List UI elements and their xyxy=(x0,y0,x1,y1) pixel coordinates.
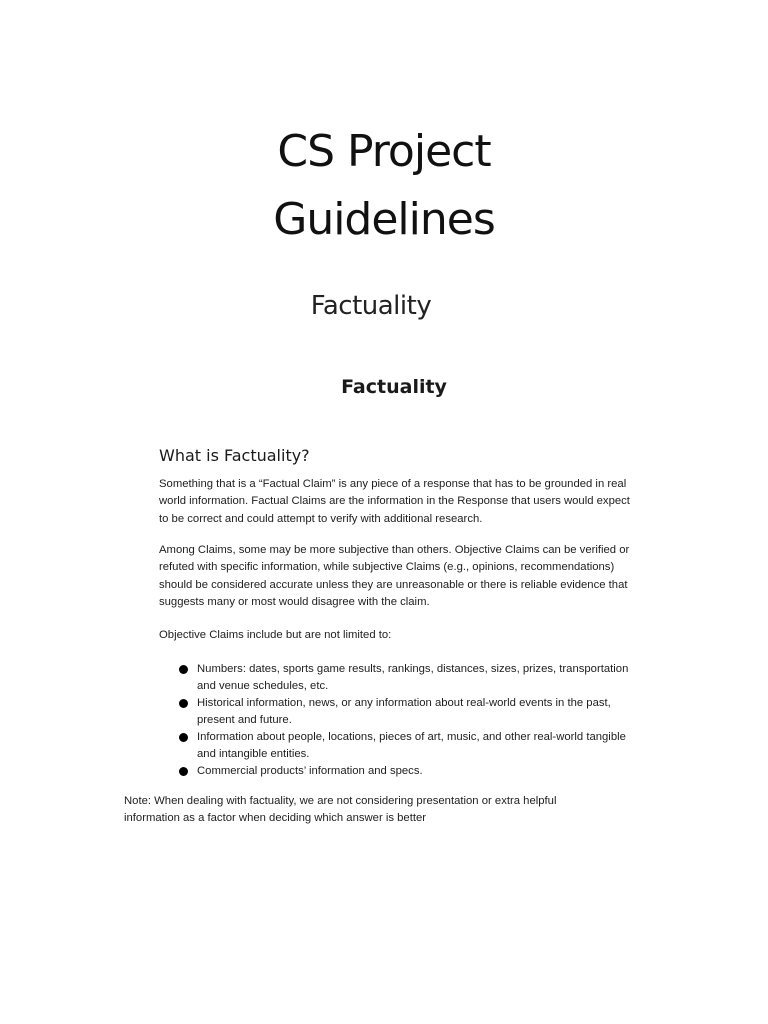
bullet-icon xyxy=(179,767,188,776)
sub-heading: What is Factuality? xyxy=(159,446,310,465)
section-heading: Factuality xyxy=(341,376,447,398)
bullet-icon xyxy=(179,733,188,742)
list-item-text: Commercial products’ information and specs. xyxy=(197,765,423,777)
objective-claims-list xyxy=(178,661,638,780)
list-item xyxy=(178,763,638,780)
list-item xyxy=(178,661,638,695)
list-item xyxy=(178,695,638,729)
bullet-icon xyxy=(179,665,188,674)
document-title-line-1: CS Project xyxy=(277,126,491,177)
document-title xyxy=(0,118,768,254)
list-item-text: Historical information, news, or any information about real-world events in the past, present and future. xyxy=(197,697,611,726)
document-title-line-2: Guidelines xyxy=(273,194,495,245)
factuality-note: Note: When dealing with factuality, we are not considering presentation or extra helpful information as a factor when deciding which answer is better xyxy=(124,795,557,825)
document-subtitle: Factuality xyxy=(310,291,432,321)
list-item xyxy=(178,729,638,763)
bullet-icon xyxy=(179,699,188,708)
paragraph-factual-claim: Something that is a “Factual Claim” is any piece of a response that has to be grounded in real world information. Factual Claims are the information in the Response that users would expect to be correct and could attempt to verify with additional research. xyxy=(159,478,630,525)
list-item-text: Numbers: dates, sports game results, rankings, distances, sizes, prizes, transportation and venue schedules, etc. xyxy=(197,663,629,692)
paragraph-objective-intro: Objective Claims include but are not limited to: xyxy=(159,629,392,641)
paragraph-subjective-claims: Among Claims, some may be more subjective than others. Objective Claims can be verified or refuted with specific information, while subjective Claims (e.g., opinions, recommendations) should be considered accurate unless they are unreasonable or there is reliable evidence that suggests many or most would disagree with the claim. xyxy=(159,544,630,608)
list-item-text: Information about people, locations, pieces of art, music, and other real-world tangible and intangible entities. xyxy=(197,731,626,760)
